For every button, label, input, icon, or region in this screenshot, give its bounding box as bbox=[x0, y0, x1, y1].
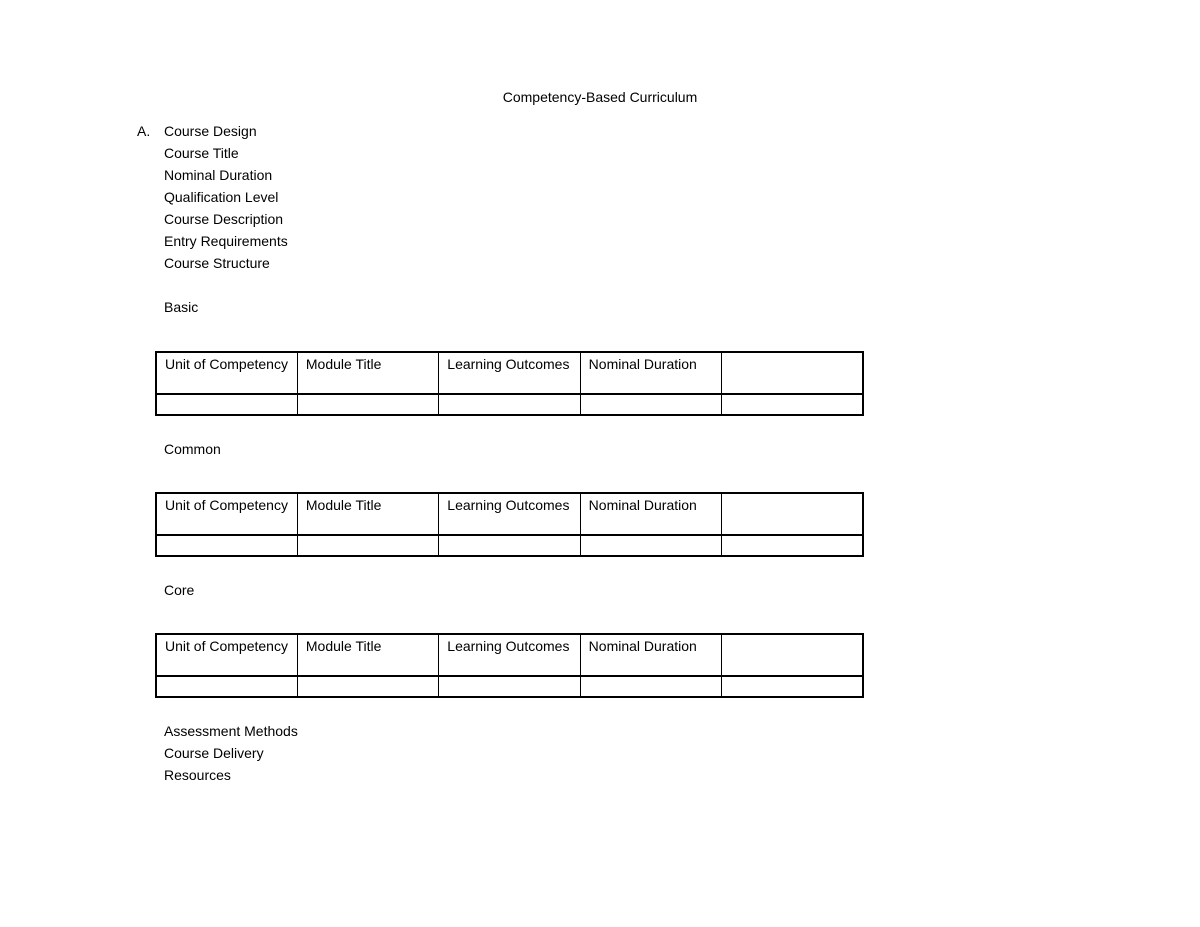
header-module-title: Module Title bbox=[297, 634, 438, 676]
header-unit-of-competency: Unit of Competency bbox=[156, 352, 297, 394]
table-cell bbox=[439, 535, 580, 556]
item-qualification-level: Qualification Level bbox=[164, 189, 279, 205]
header-nominal-duration: Nominal Duration bbox=[580, 352, 721, 394]
item-course-description: Course Description bbox=[164, 211, 284, 227]
table-cell bbox=[580, 676, 721, 697]
table-cell bbox=[580, 535, 721, 556]
header-blank bbox=[722, 352, 863, 394]
page-title: Competency-Based Curriculum bbox=[502, 89, 698, 105]
group-label-core: Core bbox=[164, 582, 195, 598]
table-cell bbox=[722, 676, 863, 697]
header-learning-outcomes: Learning Outcomes bbox=[439, 352, 580, 394]
header-unit-of-competency: Unit of Competency bbox=[156, 634, 297, 676]
header-blank bbox=[722, 634, 863, 676]
table-row bbox=[156, 535, 863, 556]
item-nominal-duration: Nominal Duration bbox=[164, 167, 273, 183]
table-header-row bbox=[156, 352, 863, 394]
table-cell bbox=[156, 394, 297, 415]
item-entry-requirements: Entry Requirements bbox=[164, 233, 288, 249]
item-course-delivery: Course Delivery bbox=[164, 745, 264, 761]
table-header-row bbox=[156, 634, 863, 676]
header-learning-outcomes: Learning Outcomes bbox=[439, 634, 580, 676]
item-course-title: Course Title bbox=[164, 145, 239, 161]
item-assessment-methods: Assessment Methods bbox=[164, 723, 298, 739]
header-nominal-duration: Nominal Duration bbox=[580, 493, 721, 535]
item-resources: Resources bbox=[164, 767, 231, 783]
core-table bbox=[155, 633, 864, 698]
table-row bbox=[156, 394, 863, 415]
table-row bbox=[156, 676, 863, 697]
table-cell bbox=[722, 394, 863, 415]
header-unit-of-competency: Unit of Competency bbox=[156, 493, 297, 535]
table-cell bbox=[156, 535, 297, 556]
table-cell bbox=[297, 535, 438, 556]
item-course-structure: Course Structure bbox=[164, 255, 270, 271]
table-cell bbox=[722, 535, 863, 556]
table-header-row bbox=[156, 493, 863, 535]
item-course-design: Course Design bbox=[164, 123, 257, 139]
table-cell bbox=[297, 394, 438, 415]
table-cell bbox=[439, 676, 580, 697]
header-nominal-duration: Nominal Duration bbox=[580, 634, 721, 676]
header-module-title: Module Title bbox=[297, 493, 438, 535]
common-table bbox=[155, 492, 864, 557]
header-module-title: Module Title bbox=[297, 352, 438, 394]
basic-table bbox=[155, 351, 864, 416]
group-label-basic: Basic bbox=[164, 299, 199, 315]
table-cell bbox=[439, 394, 580, 415]
header-learning-outcomes: Learning Outcomes bbox=[439, 493, 580, 535]
group-label-common: Common bbox=[164, 441, 221, 457]
section-letter: A. bbox=[137, 123, 151, 139]
table-cell bbox=[297, 676, 438, 697]
header-blank bbox=[722, 493, 863, 535]
table-cell bbox=[156, 676, 297, 697]
table-cell bbox=[580, 394, 721, 415]
